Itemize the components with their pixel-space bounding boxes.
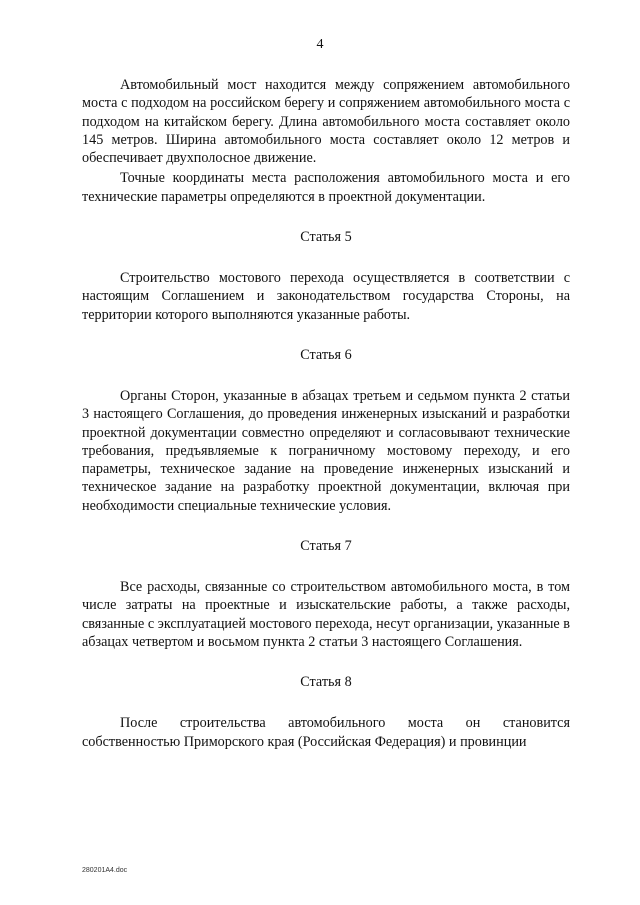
- paragraph-bridge-location: Автомобильный мост находится между сопряжением автомобильного моста с подходом на российском берегу и сопряжением автомобильного моста с подходом на китайском берегу. Длина автомобильного моста составляет около 145 метров. Ширина автомобильного моста составляет около 12 метров и обеспечивает двухполосное движение.: [82, 77, 570, 167]
- article-5-heading: Статья 5: [300, 229, 352, 246]
- page-number: 4: [316, 37, 324, 52]
- file-name-footer: 280201A4.doc: [82, 867, 128, 874]
- paragraph-article-7: Все расходы, связанные со строительством автомобильного моста, в том числе затраты на проектные и изыскательские работы, а также расходы, связанные с эксплуатацией мостового перехода, несут организации, указанные в абзацах четвертом и восьмом пункта 2 статьи 3 настоящего Соглашения.: [82, 579, 570, 650]
- article-6-heading: Статья 6: [300, 346, 352, 363]
- article-7-heading: Статья 7: [300, 538, 352, 555]
- document-body: [82, 76, 570, 751]
- paragraph-article-5: Строительство мостового перехода осуществляется в соответствии с настоящим Соглашением и законодательством государства Стороны, на территории которого выполняются указанные работы.: [82, 270, 570, 323]
- paragraph-article-6: Органы Сторон, указанные в абзацах третьем и седьмом пункта 2 статьи 3 настоящего Соглашения, до проведения инженерных изысканий и разработки проектной документации совместно определяют и согласовывают технические требования, предъявляемые к пограничному мостовому переходу, и его параметры, техническое задание на проведение инженерных изысканий и техническое задание на разработку проектной документации, включая при необходимости специальные технические условия.: [82, 387, 570, 514]
- article-8-heading: Статья 8: [300, 674, 352, 691]
- paragraph-coordinates: Точные координаты места расположения автомобильного моста и его технические параметры определяются в проектной документации.: [82, 170, 570, 205]
- paragraph-article-8: После строительства автомобильного моста он становится собственностью Приморского края (Российская Федерация) и провинции: [82, 715, 570, 750]
